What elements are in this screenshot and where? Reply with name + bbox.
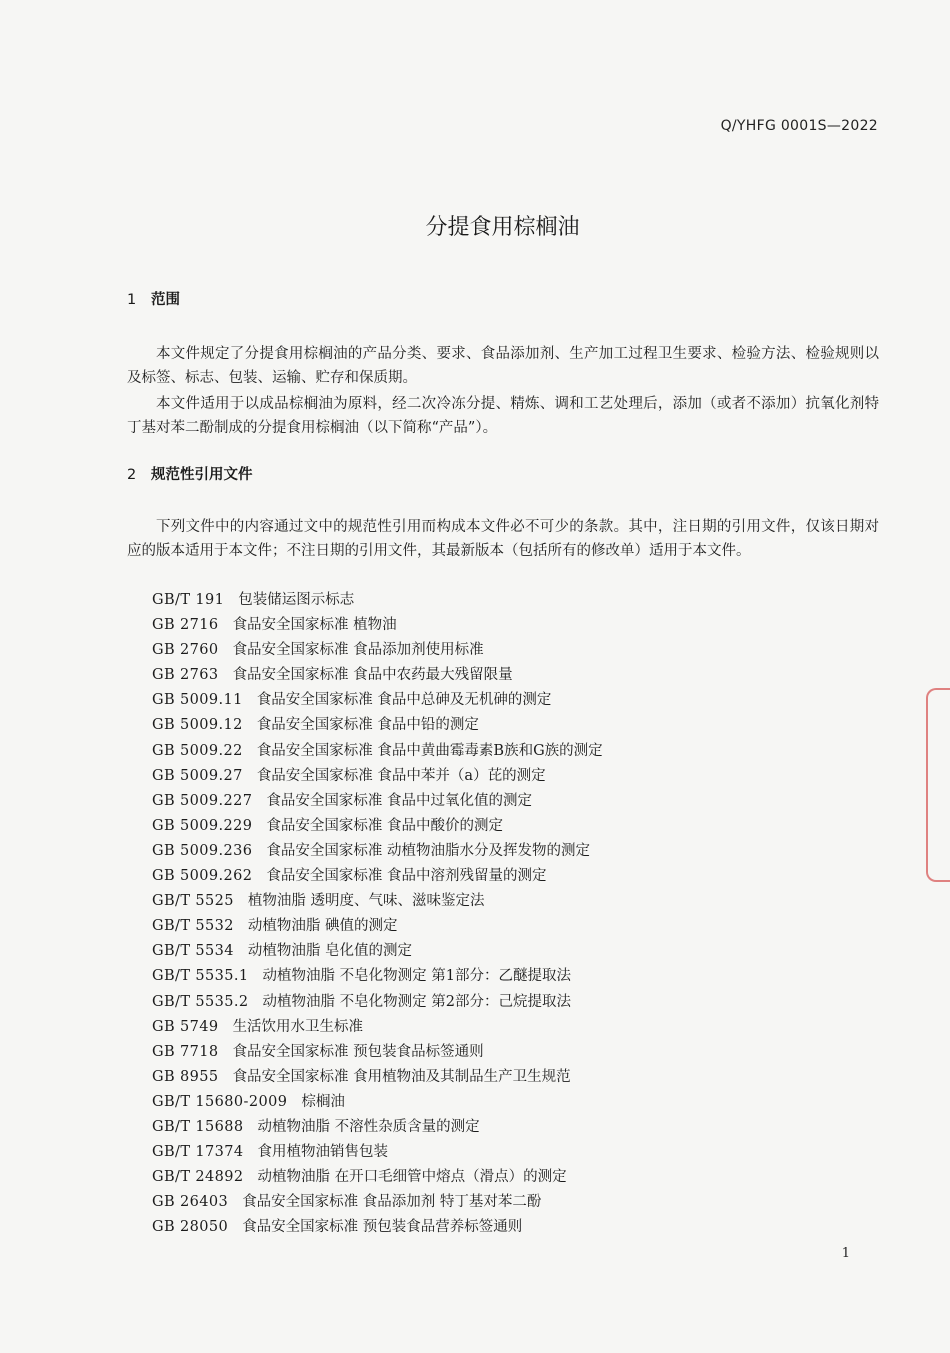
reference-item (152, 789, 603, 814)
reference-code: GB 5009.229 (152, 817, 253, 834)
reference-code: GB/T 15680-2009 (152, 1093, 288, 1110)
reference-title: 食品安全国家标准 食品添加剂 特丁基对苯二酚 (242, 1194, 542, 1211)
reference-title: 食品安全国家标准 食品中铅的测定 (256, 717, 479, 734)
reference-title: 食品安全国家标准 食品中酸价的测定 (266, 817, 504, 834)
reference-title: 棕榈油 (301, 1093, 345, 1110)
scope-paragraph-2: 本文件适用于以成品棕榈油为原料，经二次冷冻分提、精炼、调和工艺处理后，添加（或者不添加）抗氧化剂特丁基对苯二酚制成的分提食用棕榈油（以下简称“产品”）。 (127, 396, 879, 436)
reference-item (152, 839, 603, 864)
reference-item (152, 1065, 603, 1090)
reference-item (152, 1040, 603, 1065)
reference-item (152, 688, 603, 713)
section-title: 规范性引用文件 (151, 467, 253, 483)
reference-item (152, 1015, 603, 1040)
reference-title: 食品安全国家标准 食品添加剂使用标准 (232, 642, 484, 659)
reference-title: 食品安全国家标准 预包装食品营养标签通则 (242, 1219, 523, 1236)
reference-item (152, 914, 603, 939)
reference-title: 食品安全国家标准 食品中黄曲霉毒素B族和G族的测定 (256, 742, 603, 759)
reference-code: GB 2760 (152, 642, 219, 659)
reference-code: GB/T 5535.2 (152, 993, 249, 1010)
reference-code: GB 5009.22 (152, 742, 243, 759)
reference-item (152, 638, 603, 663)
reference-title: 植物油脂 透明度、气味、滋味鉴定法 (247, 893, 485, 910)
reference-item (152, 1140, 603, 1165)
reference-item (152, 588, 603, 613)
reference-code: GB 7718 (152, 1043, 219, 1060)
reference-title: 动植物油脂 不溶性杂质含量的测定 (257, 1118, 480, 1135)
reference-title: 动植物油脂 在开口毛细管中熔点（滑点）的测定 (257, 1169, 567, 1186)
reference-title: 生活饮用水卫生标准 (232, 1018, 364, 1035)
reference-item (152, 1165, 603, 1190)
reference-code: GB 5009.227 (152, 792, 253, 809)
reference-code: GB 5749 (152, 1018, 219, 1035)
document-number: Q/YHFG 0001S—2022 (720, 118, 878, 134)
reference-list (152, 588, 603, 1240)
reference-code: GB 5009.12 (152, 717, 243, 734)
reference-code: GB/T 5525 (152, 893, 234, 910)
reference-title: 食品安全国家标准 食品中总砷及无机砷的测定 (256, 692, 552, 709)
scope-paragraph-1: 本文件规定了分提食用棕榈油的产品分类、要求、食品添加剂、生产加工过程卫生要求、检验方法、检验规则以及标签、标志、包装、运输、贮存和保质期。 (127, 346, 879, 386)
reference-item (152, 1090, 603, 1115)
section-number: 1 (127, 292, 137, 308)
reference-item (152, 1115, 603, 1140)
reference-title: 食品安全国家标准 食用植物油及其制品生产卫生规范 (232, 1068, 571, 1085)
reference-title: 动植物油脂 碘值的测定 (247, 918, 398, 935)
references-intro-paragraph: 下列文件中的内容通过文中的规范性引用而构成本文件必不可少的条款。其中，注日期的引用文件，仅该日期对应的版本适用于本文件；不注日期的引用文件，其最新版本（包括所有的修改单）适用于本文件。 (127, 519, 879, 559)
section-number: 2 (127, 467, 137, 483)
reference-title: 食品安全国家标准 食品中过氧化值的测定 (266, 792, 533, 809)
section-2-heading (127, 463, 253, 484)
reference-title: 食用植物油销售包装 (257, 1144, 389, 1161)
section-title: 范围 (151, 292, 180, 308)
reference-code: GB/T 5535.1 (152, 968, 249, 985)
reference-item (152, 613, 603, 638)
reference-code: GB 2716 (152, 617, 219, 634)
reference-code: GB 8955 (152, 1068, 219, 1085)
reference-title: 食品安全国家标准 动植物油脂水分及挥发物的测定 (266, 842, 591, 859)
seal-stamp-fragment (926, 688, 950, 882)
reference-title: 动植物油脂 不皂化物测定 第1部分：乙醚提取法 (262, 968, 571, 985)
reference-code: GB/T 24892 (152, 1169, 244, 1186)
reference-title: 动植物油脂 不皂化物测定 第2部分：己烷提取法 (262, 993, 571, 1010)
reference-code: GB/T 5534 (152, 943, 234, 960)
reference-code: GB 2763 (152, 667, 219, 684)
reference-title: 食品安全国家标准 食品中溶剂残留量的测定 (266, 868, 547, 885)
reference-title: 食品安全国家标准 食品中苯并（a）芘的测定 (256, 767, 546, 784)
document-title: 分提食用棕榈油 (425, 215, 580, 240)
section-1-heading (127, 288, 180, 309)
reference-item (152, 663, 603, 688)
reference-item (152, 1215, 603, 1240)
reference-item (152, 814, 603, 839)
reference-code: GB 5009.11 (152, 692, 243, 709)
reference-item (152, 939, 603, 964)
reference-code: GB/T 191 (152, 592, 225, 608)
reference-code: GB 28050 (152, 1219, 229, 1236)
reference-title: 食品安全国家标准 食品中农药最大残留限量 (232, 667, 513, 684)
reference-item (152, 990, 603, 1015)
reference-item (152, 713, 603, 738)
reference-code: GB/T 15688 (152, 1118, 244, 1135)
reference-item (152, 739, 603, 764)
reference-item (152, 1190, 603, 1215)
reference-code: GB 5009.27 (152, 767, 243, 784)
reference-title: 包装储运图示标志 (238, 592, 355, 608)
reference-code: GB 26403 (152, 1194, 229, 1211)
reference-item (152, 764, 603, 789)
reference-code: GB 5009.236 (152, 842, 253, 859)
reference-item (152, 964, 603, 989)
page-number: 1 (841, 1246, 850, 1261)
reference-code: GB/T 5532 (152, 918, 234, 935)
reference-item (152, 889, 603, 914)
reference-title: 食品安全国家标准 预包装食品标签通则 (232, 1043, 484, 1060)
reference-title: 动植物油脂 皂化值的测定 (247, 943, 413, 960)
reference-code: GB/T 17374 (152, 1144, 244, 1161)
reference-title: 食品安全国家标准 植物油 (232, 617, 397, 634)
reference-item (152, 864, 603, 889)
reference-code: GB 5009.262 (152, 868, 253, 885)
